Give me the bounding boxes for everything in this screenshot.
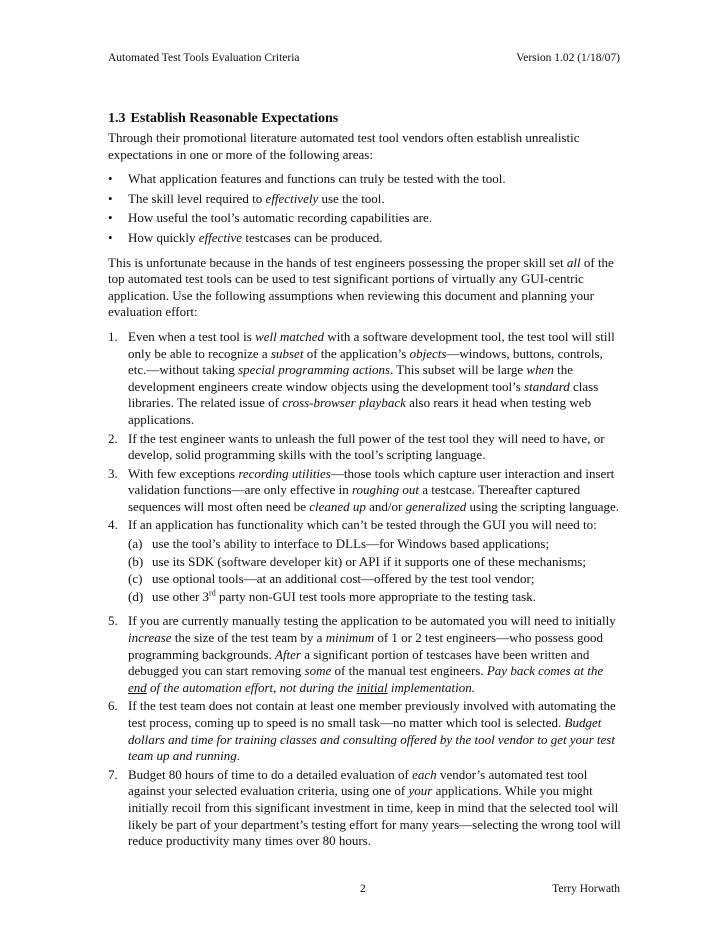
- footer-author: Terry Horwath: [552, 883, 620, 895]
- page-header: [108, 52, 620, 64]
- list-item: 3. With few exceptions recording utilities—those tools which capture user interaction and insert validation functions—are only effective in roughing out a testcase. Thereafter captured sequences will most often need be cleaned up and/or generalized using the scripting language.: [108, 465, 619, 514]
- assumptions-paragraph: This is unfortunate because in the hands of test engineers possessing the proper skill set all of the top automated test tools can be used to test significant portions of virtually any GUI-centric application. Use the following assumptions when reviewing this document and planning your evaluation effort:: [108, 254, 614, 320]
- header-title: Automated Test Tools Evaluation Criteria: [108, 52, 300, 64]
- assumptions-list: [108, 329, 623, 850]
- sub-item-label: (c): [128, 571, 143, 587]
- sub-item-label: (d): [128, 588, 144, 604]
- list-item: 5. If you are currently manually testing the application to be automated you will need to initially increase the size of the test team by a minimum of 1 or 2 test engineers—who possess good programming backgrounds. After a significant portion of testcases have been written and debugged you can start removing some of the manual test engineers. Pay back comes at the end of the automation effort, not during the initial implementation.: [108, 613, 616, 695]
- bullet-icon: •: [108, 229, 113, 245]
- sub-item-label: (b): [128, 553, 144, 569]
- item-number: 1.: [108, 328, 118, 344]
- bullet-icon: •: [108, 190, 113, 206]
- sub-list-item: (c) use optional tools—at an additional cost—offered by the test tool vendor;: [128, 571, 535, 587]
- page-content: [108, 110, 623, 852]
- item-number: 4.: [108, 517, 118, 533]
- list-item: • The skill level required to effectively use the tool.: [108, 190, 385, 206]
- section-title: Establish Reasonable Expectations: [130, 111, 339, 126]
- list-item: 6. If the test team does not contain at least one member previously involved with automating the test process, coming up to speed is no small task—no matter which tool is selected. Budget dollars and time for training classes and consulting offered by the tool vendor to get your test team up and running.: [108, 698, 616, 764]
- item-number: 7.: [108, 766, 118, 782]
- intro-paragraph: Through their promotional literature automated test tool vendors often establish unrealistic expectations in one or more of the following areas:: [108, 130, 580, 162]
- sub-list-item: (a) use the tool’s ability to interface to DLLs—for Windows based applications;: [128, 536, 550, 552]
- expectations-list: [108, 171, 623, 246]
- list-item: • What application features and functions can truly be tested with the tool.: [108, 171, 506, 187]
- sub-list-item: (d) use other 3rd party non-GUI test tools more appropriate to the testing task.: [128, 588, 536, 604]
- page-number: 2: [360, 883, 366, 895]
- item-number: 3.: [108, 465, 118, 481]
- list-item: 4. If an application has functionality which can’t be tested through the GUI you will need to: (a) use the tool’s ability to interface to DLLs—for Windows based applications; (b) use its SDK (software developer kit) or API if it supports one of these mechanisms; (c) use optional tools—at an additional cost—offered by the test tool vendor; (d) use other 3rd party non-GUI test tools more appropriate to the testing task.: [108, 517, 623, 605]
- list-item: 1. Even when a test tool is well matched with a software development tool, the test tool will still only be able to recognize a subset of the application’s objects—windows, buttons, controls, etc.—without taking special programming actions. This subset will be large when the development engineers create window objects using the development tool’s standard class libraries. The related issue of cross-browser playback also rears it head when testing web applications.: [108, 328, 615, 427]
- header-version: Version 1.02 (1/18/07): [516, 52, 620, 64]
- section-number: 1.3: [108, 111, 126, 126]
- bullet-icon: •: [108, 210, 113, 226]
- item-number: 5.: [108, 613, 118, 629]
- sub-list-item: (b) use its SDK (software developer kit) or API if it supports one of these mechanisms;: [128, 553, 586, 569]
- list-item: 2. If the test engineer wants to unleash the full power of the test tool they will need to have, or develop, solid programming skills with the tool’s scripting language.: [108, 430, 605, 463]
- list-item: • How quickly effective testcases can be produced.: [108, 229, 383, 245]
- section-heading: [108, 110, 623, 128]
- item-number: 2.: [108, 430, 118, 446]
- list-item: 7. Budget 80 hours of time to do a detailed evaluation of each vendor’s automated test tool against your selected evaluation criteria, using one of your applications. While you might initially recoil from this significant investment in time, keep in mind that the selected tool will likely be part of your department’s testing effort for many years—selecting the wrong tool will reduce productivity many times over 80 hours.: [108, 766, 621, 849]
- bullet-icon: •: [108, 171, 113, 187]
- sub-list: [128, 536, 623, 605]
- list-item: • How useful the tool’s automatic recording capabilities are.: [108, 210, 432, 226]
- sub-item-label: (a): [128, 536, 143, 552]
- item-number: 6.: [108, 698, 118, 714]
